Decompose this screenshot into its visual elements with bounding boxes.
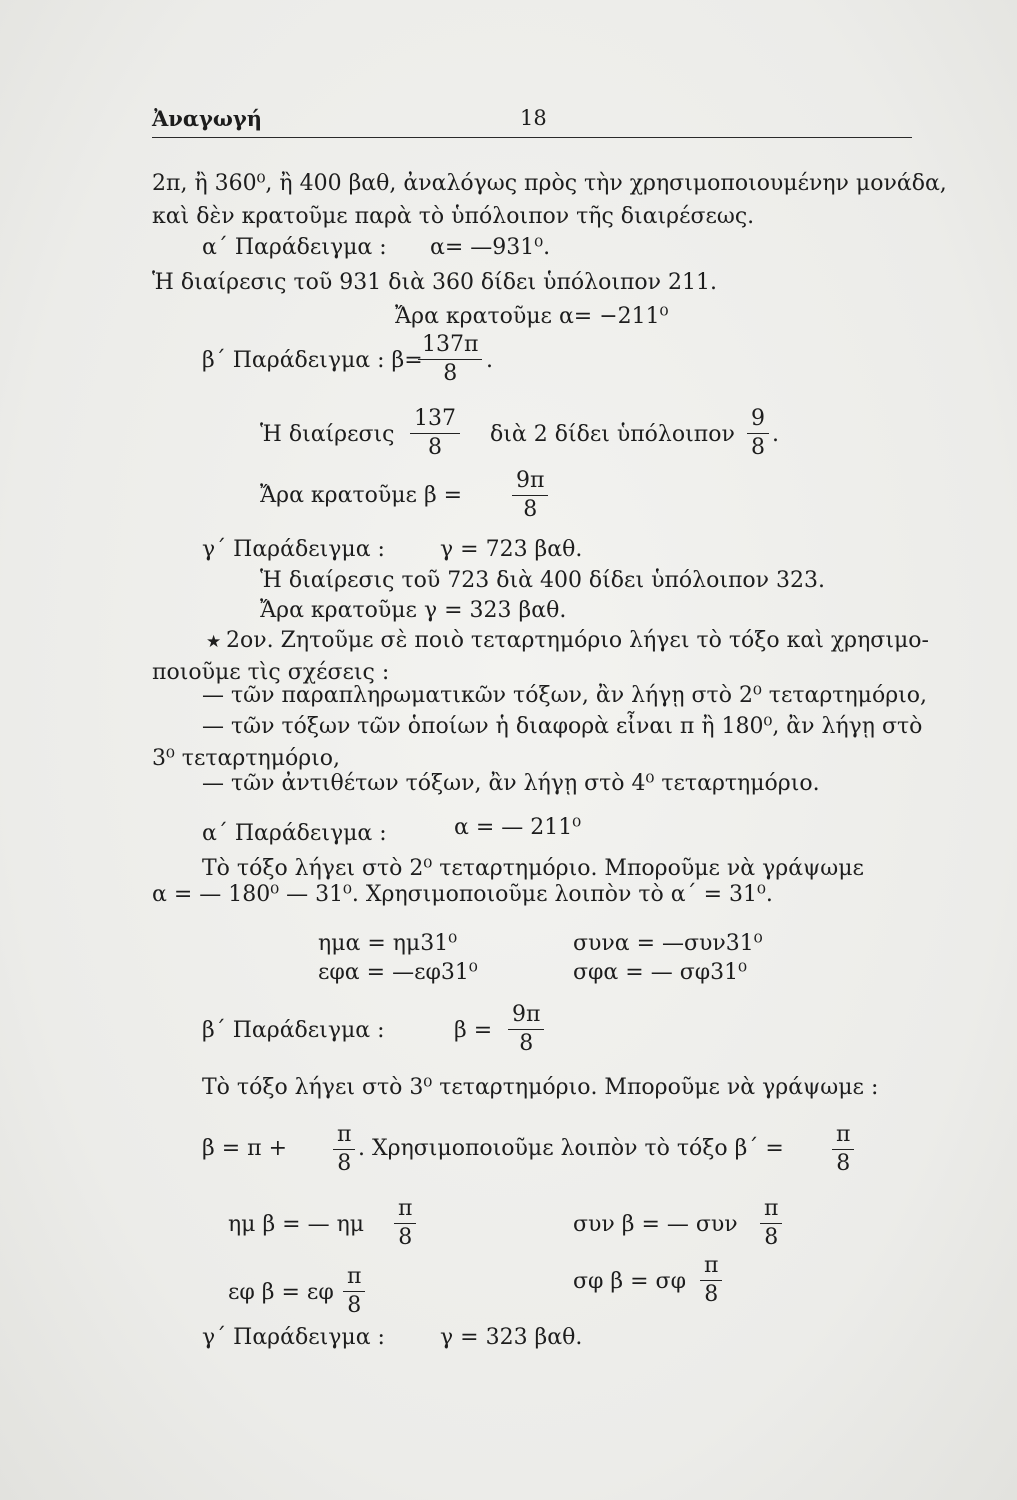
text-line: Ἡ διαίρεσις τοῦ 723 διὰ 400 δίδει ὑπόλοιπον 323. — [260, 568, 826, 593]
fraction — [508, 1004, 544, 1055]
text-line: Τὸ τόξο λήγει στὸ 3⁰ τεταρτημόριο. Μποροῦμε νὰ γράψωμε : — [202, 1075, 879, 1100]
list-item: — τῶν ἀντιθέτων τόξων, ἂν λήγῃ στὸ 4⁰ τεταρτημόριο. — [202, 771, 820, 796]
header-rule — [152, 137, 912, 138]
example-label: α΄ Παράδειγμα : — [202, 821, 387, 846]
relation: σφ β = σφ — [573, 1269, 686, 1294]
fraction-denominator: 8 — [751, 435, 765, 460]
text-line: α = — 180⁰ — 31⁰. Χρησιμοποιοῦμε λοιπὸν τὸ α΄ = 31⁰. — [152, 882, 773, 907]
fraction-denominator: 8 — [836, 1151, 851, 1176]
fraction — [394, 1198, 416, 1249]
text-line: Ἡ διαίρεσις — [260, 422, 395, 447]
fraction — [747, 408, 769, 459]
relation: συν β = — συν — [573, 1212, 738, 1237]
fraction — [760, 1198, 782, 1249]
fraction-numerator: π — [700, 1255, 722, 1281]
result-line: Ἄρα κρατοῦμε γ = 323 βαθ. — [260, 598, 567, 623]
fraction — [410, 408, 460, 459]
fraction-denominator: 8 — [523, 497, 538, 522]
equation: α = — 211⁰ — [454, 815, 582, 840]
relation: σφα = — σφ31⁰ — [573, 960, 747, 985]
section-line: ποιοῦμε τὶς σχέσεις : — [152, 660, 390, 685]
fraction-numerator: 137 — [410, 408, 460, 434]
relation: εφα = —εφ31⁰ — [318, 960, 478, 985]
list-item: — τῶν τόξων τῶν ὁποίων ἡ διαφορὰ εἶναι π ἢ 180⁰, ἂν λήγῃ στὸ — [202, 714, 923, 739]
relation: ημ β = — ημ — [228, 1212, 365, 1237]
fraction-numerator: π — [343, 1266, 365, 1292]
fraction-numerator: 9π — [512, 470, 548, 496]
equation: β = — [454, 1018, 493, 1043]
list-item: — τῶν παραπληρωματικῶν τόξων, ἂν λήγῃ στὸ 2⁰ τεταρτημόριο, — [202, 683, 928, 708]
fraction-denominator: 8 — [347, 1293, 362, 1318]
fraction-numerator: π — [832, 1124, 854, 1150]
relation: συνα = —συν31⁰ — [573, 931, 763, 956]
text-line: Τὸ τόξο λήγει στὸ 2⁰ τεταρτημόριο. Μποροῦμε νὰ γράψωμε — [202, 856, 864, 881]
example-label: β΄ Παράδειγμα : β= — [202, 348, 423, 373]
result-line: Ἄρα κρατοῦμε α= −211⁰ — [395, 304, 669, 329]
equation: γ = 323 βαθ. — [440, 1325, 583, 1350]
example-label: γ΄ Παράδειγμα : — [202, 537, 385, 562]
paragraph-line: 2π, ἢ 360⁰, ἢ 400 βαθ, ἀναλόγως πρὸς τὴν χρησιμοποιουμένην μονάδα, — [152, 171, 947, 196]
equation: γ = 723 βαθ. — [440, 537, 583, 562]
relation: ημα = ημ31⁰ — [318, 931, 458, 956]
fraction — [700, 1255, 722, 1306]
fraction-denominator: 8 — [764, 1225, 779, 1250]
running-header-title: Ἀναγωγή — [152, 106, 263, 131]
punctuation: . — [772, 422, 779, 447]
page-number: 18 — [520, 106, 547, 130]
example-label: α΄ Παράδειγμα : — [202, 235, 387, 260]
section-line: 2ον. Ζητοῦμε σὲ ποιὸ τεταρτημόριο λήγει τὸ τόξο καὶ χρησιμο- — [226, 628, 929, 653]
fraction-denominator: 8 — [443, 361, 458, 386]
fraction-denominator: 8 — [428, 435, 442, 460]
fraction-denominator: 8 — [398, 1225, 413, 1250]
fraction-numerator: 9π — [508, 1004, 544, 1030]
punctuation: . — [486, 348, 493, 373]
equation: α= —931⁰. — [430, 235, 551, 260]
equation: β = π + — [202, 1136, 288, 1161]
fraction — [343, 1266, 365, 1317]
fraction — [512, 470, 548, 521]
text-line: διὰ 2 δίδει ὑπόλοιπον — [490, 422, 735, 447]
paragraph-line: καὶ δὲν κρατοῦμε παρὰ τὸ ὑπόλοιπον τῆς διαιρέσεως. — [152, 204, 755, 229]
text-line: Ἡ διαίρεσις τοῦ 931 διὰ 360 δίδει ὑπόλοιπον 211. — [152, 270, 718, 295]
example-label: β΄ Παράδειγμα : — [202, 1018, 385, 1043]
fraction-denominator: 8 — [337, 1151, 352, 1176]
result-line: Ἄρα κρατοῦμε β = — [260, 483, 463, 508]
text-line: . Χρησιμοποιοῦμε λοιπὸν τὸ τόξο β΄ = — [358, 1136, 784, 1161]
fraction-denominator: 8 — [704, 1282, 719, 1307]
example-label: γ΄ Παράδειγμα : — [202, 1325, 385, 1350]
fraction — [333, 1124, 355, 1175]
fraction-numerator: π — [394, 1198, 416, 1224]
list-item-continuation: 3⁰ τεταρτημόριο, — [152, 746, 341, 771]
fraction — [418, 334, 482, 385]
star-icon: ★ — [206, 632, 222, 652]
fraction-numerator: π — [333, 1124, 355, 1150]
relation: εφ β = εφ — [228, 1280, 334, 1305]
fraction — [832, 1124, 854, 1175]
fraction-numerator: 137π — [418, 334, 482, 360]
fraction-denominator: 8 — [519, 1031, 534, 1056]
fraction-numerator: 9 — [747, 408, 769, 434]
fraction-numerator: π — [760, 1198, 782, 1224]
